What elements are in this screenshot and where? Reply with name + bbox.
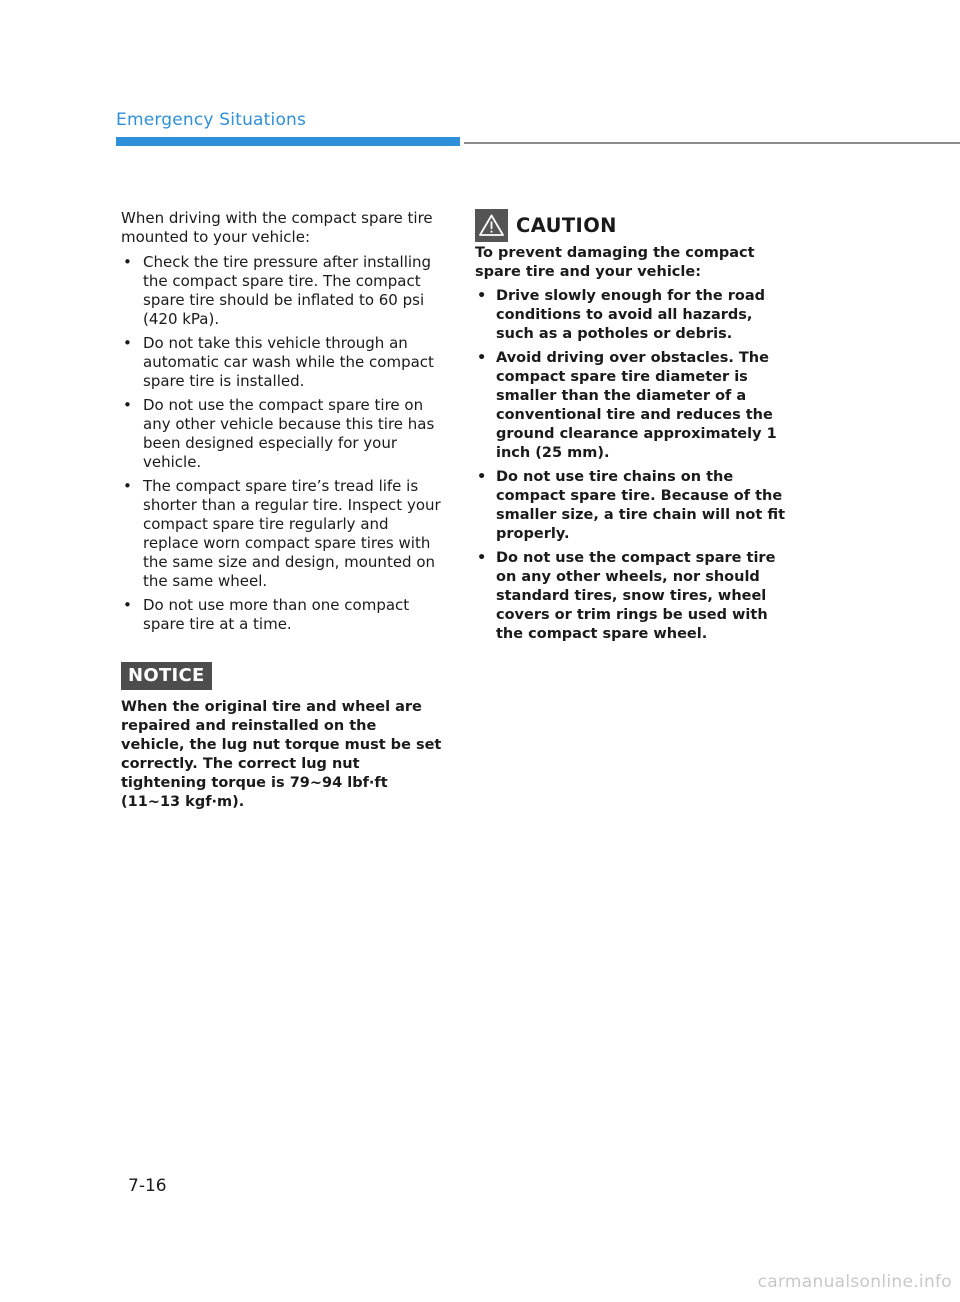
list-item [121, 596, 443, 634]
list-item-text: The compact spare tire’s tread life is shorter than a regular tire. Inspect your compact spare tire regularly and replace worn compact spare tires with the same size and design, mounted on the same wheel. [143, 477, 441, 590]
header-accent-bar [116, 137, 460, 146]
spare-tire-bullet-list [121, 253, 443, 634]
list-item-text: Do not take this vehicle through an automatic car wash while the compact spare tire is installed. [143, 334, 434, 390]
list-item-text: Avoid driving over obstacles. The compact spare tire diameter is smaller than the diameter of a conventional tire and reduces the ground clearance approximately 1 inch (25 mm). [496, 350, 777, 461]
list-item-text: Do not use the compact spare tire on any other vehicle because this tire has been designed especially for your vehicle. [143, 396, 435, 471]
caution-title: CAUTION [516, 213, 617, 237]
bullet-icon: • [123, 596, 132, 614]
list-item-text: Drive slowly enough for the road conditions to avoid all hazards, such as a potholes or debris. [496, 288, 765, 342]
list-item-text: Check the tire pressure after installing the compact spare tire. The compact spare tire should be inflated to 60 psi (420 kPa). [143, 253, 432, 328]
bullet-icon: • [123, 334, 132, 352]
right-column [475, 208, 795, 649]
list-item [475, 287, 795, 344]
watermark: carmanualsonline.info [757, 1272, 952, 1292]
list-item [121, 396, 443, 472]
spare-tire-intro: When driving with the compact spare tire mounted to your vehicle: [121, 209, 433, 246]
bullet-icon: • [123, 253, 132, 271]
header-divider-line [464, 142, 960, 144]
bullet-icon: • [123, 477, 132, 495]
bullet-icon: • [477, 288, 487, 304]
bullet-icon: • [123, 396, 132, 414]
caution-header [475, 208, 795, 242]
bullet-icon: • [477, 469, 487, 485]
notice-text: When the original tire and wheel are repaired and reinstalled on the vehicle, the lug nut torque must be set correctly. The correct lug nut tightening torque is 79~94 lbf·ft (11~13 kgf·m). [121, 699, 442, 810]
list-item [475, 468, 795, 544]
bullet-icon: • [477, 550, 487, 566]
list-item [475, 349, 795, 463]
caution-intro: To prevent damaging the compact spare tire and your vehicle: [475, 245, 755, 280]
bullet-icon: • [477, 350, 487, 366]
page-number: 7-16 [128, 1176, 167, 1196]
list-item [121, 477, 443, 591]
list-item [121, 334, 443, 391]
list-item [475, 549, 795, 644]
list-item-text: Do not use tire chains on the compact spare tire. Because of the smaller size, a tire chain will not fit properly. [496, 469, 786, 542]
notice-label: NOTICE [121, 662, 212, 690]
section-title: Emergency Situations [116, 110, 307, 130]
list-item-text: Do not use more than one compact spare tire at a time. [143, 596, 410, 633]
left-column [121, 209, 443, 812]
caution-bullet-list [475, 287, 795, 644]
warning-triangle-icon [475, 209, 508, 242]
list-item-text: Do not use the compact spare tire on any other wheels, nor should standard tires, snow tires, wheel covers or trim rings be used with the compact spare wheel. [496, 550, 776, 642]
list-item [121, 253, 443, 329]
